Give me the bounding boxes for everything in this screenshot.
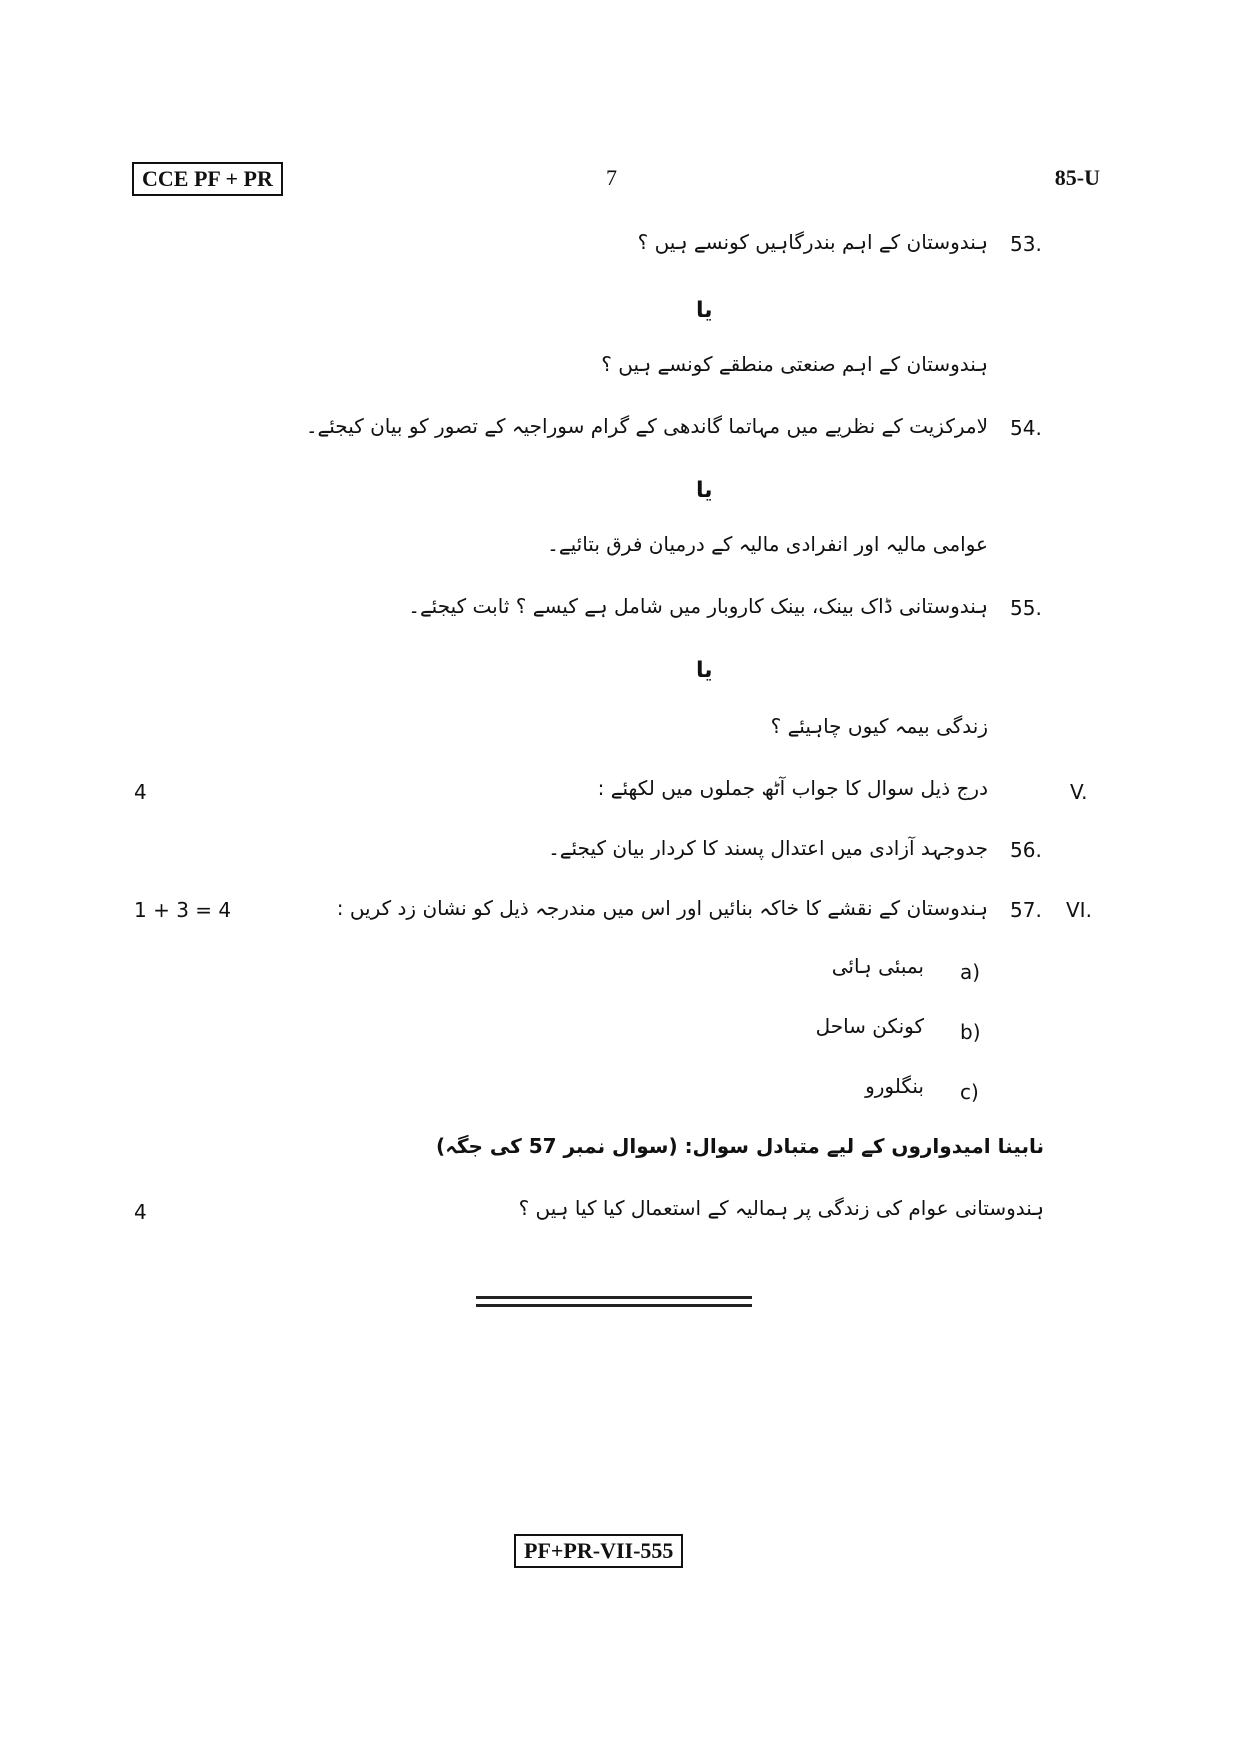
page-number: 7 [606,165,617,190]
section-v-marks: 4 [134,780,147,804]
section-vi-marks: 1 + 3 = 4 [134,898,232,922]
question-number-56: 56. [1010,838,1042,862]
footer-code-box: PF+PR-VII-555 [514,1534,683,1568]
map-item-label-a: a) [960,960,981,984]
paper-code: 85-U [1054,165,1100,190]
blind-alternative-question: ہندوستانی عوام کی زندگی پر ہمالیہ کے استعمال کیا کیا ہیں ؟ [518,1196,1044,1220]
question-56-text: جدوجہد آزادی میں اعتدال پسند کا کردار بیان کیجئے۔ [548,836,988,860]
header-exam-box: CCE PF + PR [132,162,283,196]
map-item-label-b: b) [960,1020,981,1044]
question-number-53: 53. [1010,232,1042,256]
or-separator: یا [696,478,713,503]
end-rule-top [476,1296,752,1299]
question-54-alt-text: عوامی مالیہ اور انفرادی مالیہ کے درمیان فرق بتائیے۔ [547,532,988,556]
map-item-c-text: بنگلورو [865,1074,924,1098]
question-number-55: 55. [1010,596,1042,620]
question-57-text: ہندوستان کے نقشے کا خاکہ بنائیں اور اس میں مندرجہ ذیل کو نشان زد کریں : [336,896,988,920]
or-separator: یا [696,298,713,323]
question-53-text: ہندوستان کے اہم بندرگاہیں کونسے ہیں ؟ [637,230,988,254]
question-55-alt-text: زندگی بیمہ کیوں چاہیئے ؟ [770,714,988,738]
map-item-a-text: بمبئی ہائی [831,954,924,978]
question-54-text: لامرکزیت کے نظریے میں مہاتما گاندھی کے گرام سوراجیہ کے تصور کو بیان کیجئے۔ [305,414,988,438]
section-v-roman: V. [1070,780,1088,804]
section-vi-roman: VI. [1066,898,1092,922]
or-separator: یا [696,658,713,683]
map-item-b-text: کونکن ساحل [815,1014,924,1038]
end-rule-bottom [476,1304,752,1307]
blind-question-marks: 4 [134,1200,147,1224]
question-55-text: ہندوستانی ڈاک بینک، بینک کاروبار میں شامل ہے کیسے ؟ ثابت کیجئے۔ [408,594,988,618]
map-item-label-c: c) [960,1080,979,1104]
question-number-57: 57. [1010,898,1042,922]
blind-alternative-heading: نابینا امیدواروں کے لیے متبادل سوال: (سوال نمبر 57 کی جگہ) [436,1134,1044,1158]
section-v-instruction: درج ذیل سوال کا جواب آٹھ جملوں میں لکھئے : [597,776,988,800]
question-53-alt-text: ہندوستان کے اہم صنعتی منطقے کونسے ہیں ؟ [601,352,988,376]
question-number-54: 54. [1010,416,1042,440]
